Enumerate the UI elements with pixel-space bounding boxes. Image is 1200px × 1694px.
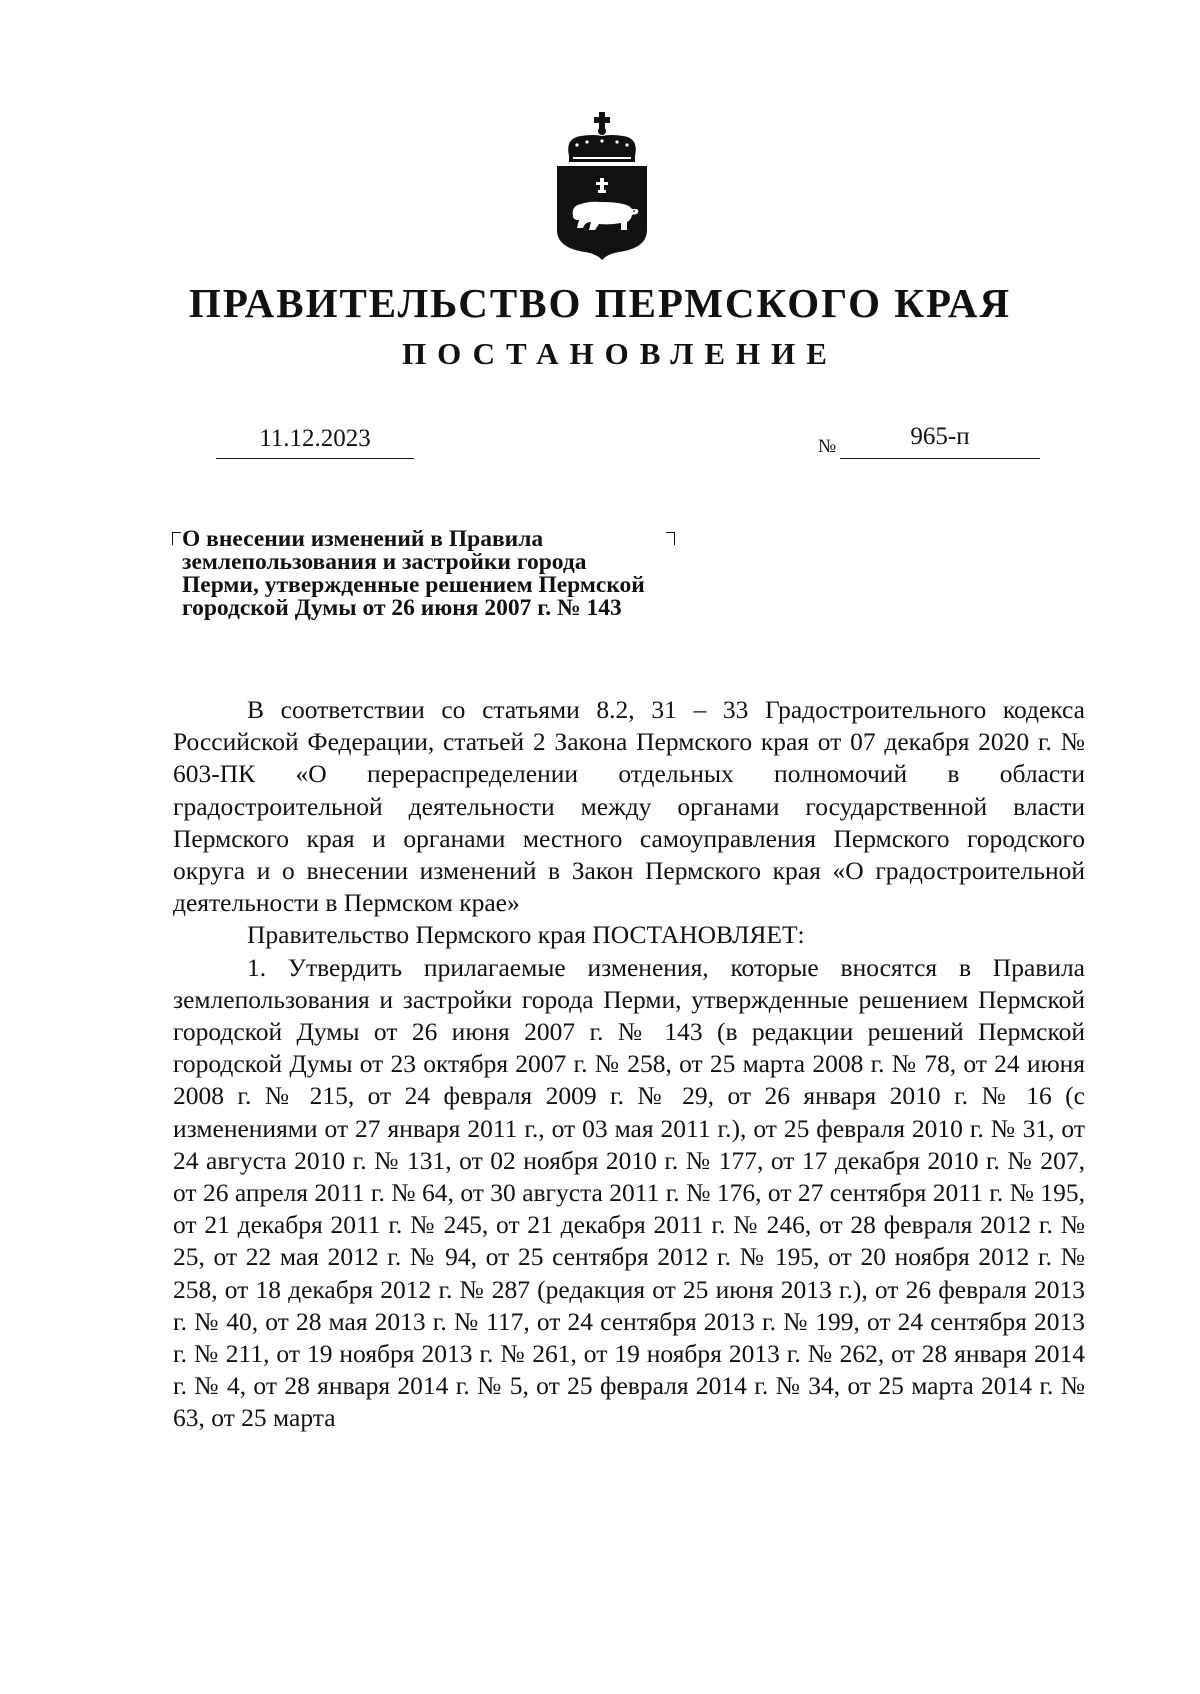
subject-line: О внесении изменений в Правила bbox=[182, 526, 544, 552]
subject-line: городской Думы от 26 июня 2007 г. № 143 bbox=[182, 595, 622, 621]
perm-krai-coat-of-arms-icon bbox=[555, 112, 649, 260]
document-body bbox=[173, 694, 1085, 1435]
document-number: 965-п bbox=[840, 422, 1040, 459]
subject-bracket-left bbox=[172, 532, 181, 545]
body-paragraph-item-1: 1. Утвердить прилагаемые изменения, которые вносятся в Правила землепользования и застройки города Перми, утвержденные решением Пермской городской Думы от 26 июня 2007 г. № 143 (в редакции решений Пермской городской Думы от 23 октября 2007 г. № 258, от 25 марта 2008 г. № 78, от 24 июня 2008 г. № 215, от 24 февраля 2009 г. № 29, от 26 января 2010 г. № 16 (с изменениями от 27 января 2011 г., от 03 мая 2011 г.), от 25 февраля 2010 г. № 31, от 24 августа 2010 г. № 131, от 02 ноября 2010 г. № 177, от 17 декабря 2010 г. № 207, от 26 апреля 2011 г. № 64, от 30 августа 2011 г. № 176, от 27 сентября 2011 г. № 195, от 21 декабря 2011 г. № 245, от 21 декабря 2011 г. № 246, от 28 февраля 2012 г. № 25, от 22 мая 2012 г. № 94, от 25 сентября 2012 г. № 195, от 20 ноября 2012 г. № 258, от 18 декабря 2012 г. № 287 (редакция от 25 июня 2013 г.), от 26 февраля 2013 г. № 40, от 28 мая 2013 г. № 117, от 24 сентября 2013 г. № 199, от 24 сентября 2013 г. № 211, от 19 ноября 2013 г. № 261, от 19 ноября 2013 г. № 262, от 28 января 2014 г. № 4, от 28 января 2014 г. № 5, от 25 февраля 2014 г. № 34, от 25 марта 2014 г. № 63, от 25 марта bbox=[173, 952, 1085, 1433]
document-subject bbox=[182, 528, 742, 620]
subject-line: землепользования и застройки города bbox=[182, 549, 587, 575]
document-date: 11.12.2023 bbox=[216, 424, 414, 459]
document-number-field bbox=[818, 422, 1040, 462]
body-paragraph-preamble: В соответствии со статьями 8.2, 31 – 33 Градостроительного кодекса Российской Федерации, статьей 2 Закона Пермского края от 07 декабря 2020 г. № 603-ПК «О перераспределении отдельных полномочий в области градостроительной деятельности между органами государственной власти Пермского края и органами местного самоуправления Пермского городского округа и о внесении изменений в Закон Пермского края «О градостроительной деятельности в Пермском крае» bbox=[173, 695, 1085, 918]
subject-line: Перми, утвержденные решением Пермской bbox=[182, 572, 645, 598]
government-title: ПРАВИТЕЛЬСТВО ПЕРМСКОГО КРАЯ bbox=[188, 280, 1012, 326]
document-type: ПОСТАНОВЛЕНИЕ bbox=[402, 336, 838, 371]
body-paragraph-resolution: Правительство Пермского края ПОСТАНОВЛЯЕТ: bbox=[247, 920, 805, 950]
number-sign: № bbox=[818, 436, 837, 457]
crown-icon bbox=[568, 112, 636, 162]
